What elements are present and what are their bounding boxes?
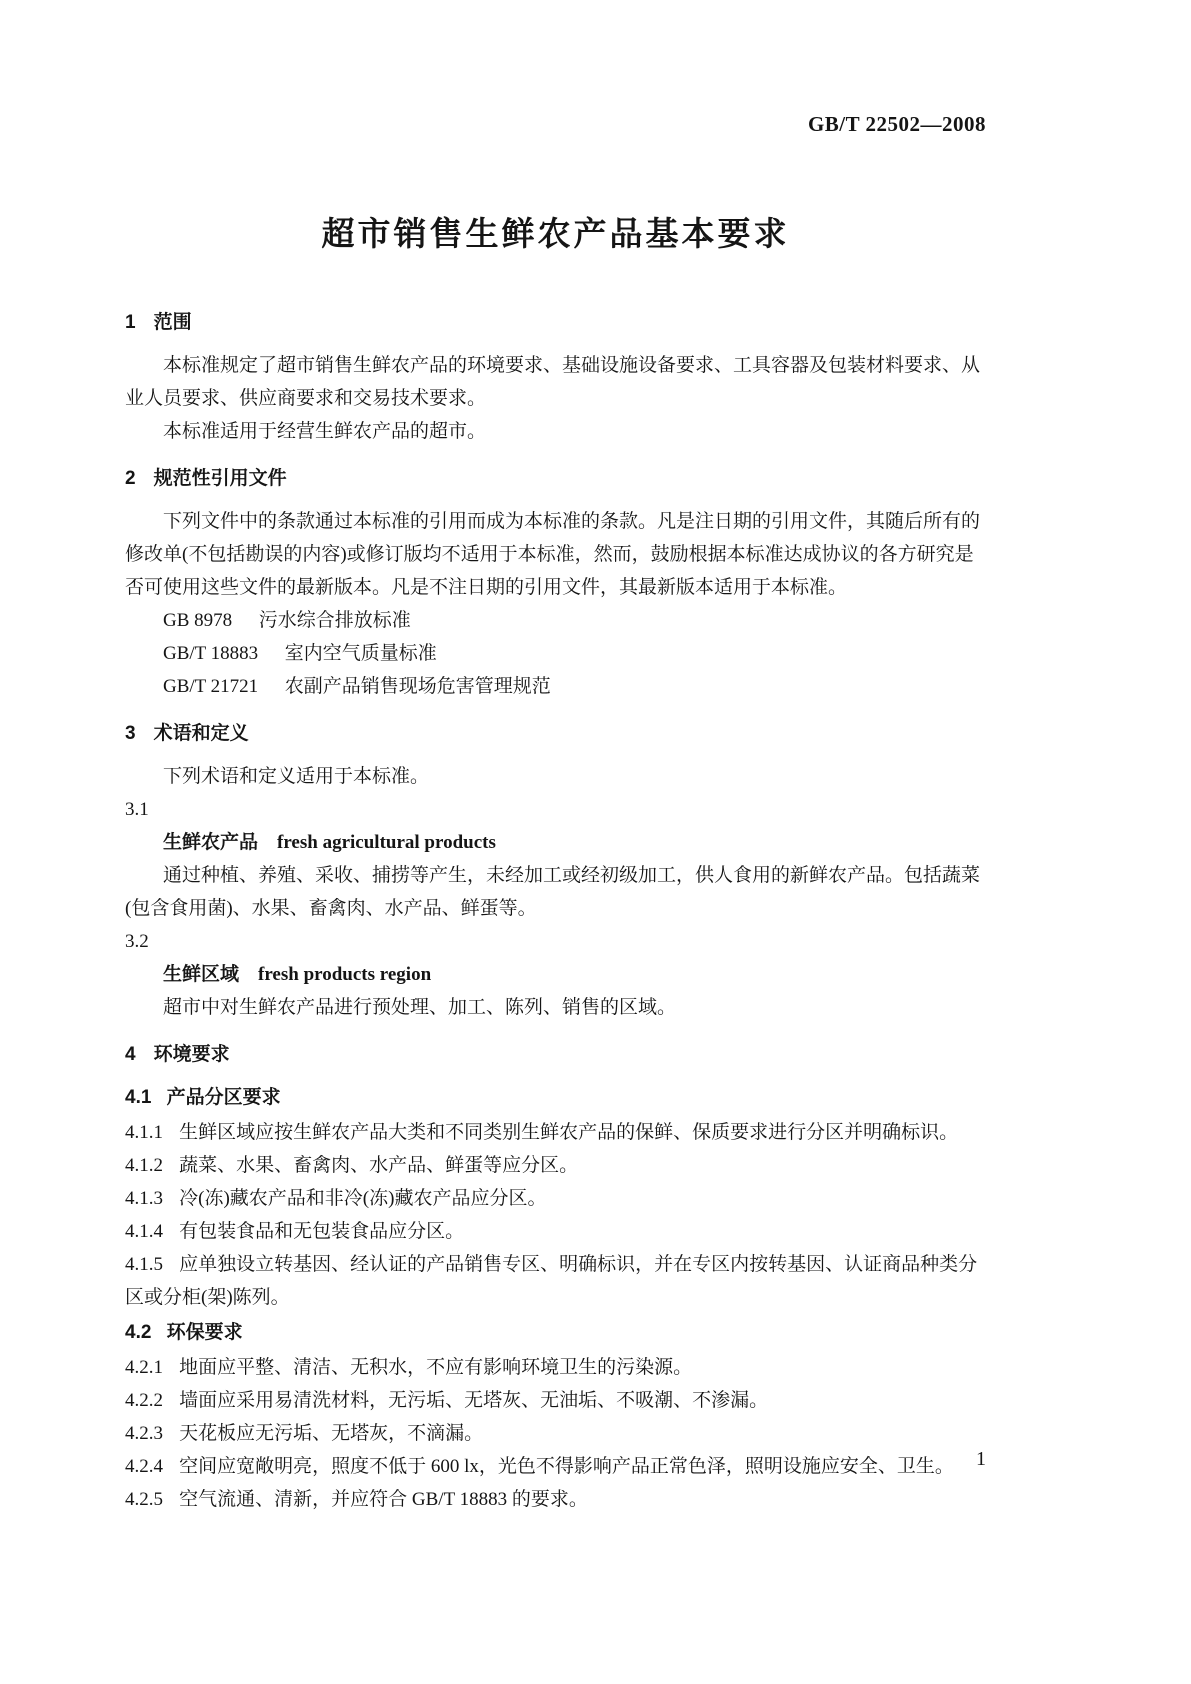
term-english: fresh agricultural products	[277, 832, 496, 853]
clause	[125, 1248, 986, 1314]
reference-title: 农副产品销售现场危害管理规范	[284, 676, 551, 697]
clause-number: 3	[125, 723, 136, 744]
clause-text: 环境要求	[153, 1044, 230, 1065]
paragraph: 下列术语和定义适用于本标准。	[163, 766, 430, 787]
clause-text: 蔬菜、水果、畜禽肉、水产品、鲜蛋等应分区。	[179, 1155, 579, 1176]
clause-text: 范围	[153, 312, 192, 333]
clause	[125, 1351, 986, 1384]
clause-number: 4.2.2	[125, 1390, 163, 1411]
reference-item	[125, 670, 986, 703]
term-number: 3.1	[125, 799, 149, 820]
clause-number: 1	[125, 312, 136, 333]
standard-number: GB/T 22502—2008	[807, 112, 986, 136]
clause-text: 规范性引用文件	[153, 468, 287, 489]
clause-number: 4.1.2	[125, 1155, 163, 1176]
section-heading	[125, 306, 986, 339]
reference-title: 污水综合排放标准	[258, 610, 411, 631]
clause-number: 4.2.5	[125, 1489, 163, 1510]
page-number: 1	[976, 1448, 986, 1470]
document-title: 超市销售生鲜农产品基本要求	[321, 215, 790, 252]
clause-number: 4.2	[125, 1322, 152, 1343]
reference-code: GB/T 21721	[163, 676, 259, 697]
clause-text: 术语和定义	[153, 723, 249, 744]
term-number: 3.2	[125, 931, 149, 952]
term-chinese: 生鲜区域	[163, 964, 240, 985]
clause	[125, 1384, 986, 1417]
reference-code: GB 8978	[163, 610, 233, 631]
clause-text: 冷(冻)藏农产品和非冷(冻)藏农产品应分区。	[179, 1188, 547, 1209]
clause-text: 生鲜区域应按生鲜农产品大类和不同类别生鲜农产品的保鲜、保质要求进行分区并明确标识。	[179, 1122, 959, 1143]
clause	[125, 1215, 986, 1248]
clause-number: 4	[125, 1044, 136, 1065]
clause-number: 4.1.4	[125, 1221, 163, 1242]
paragraph: 本标准规定了超市销售生鲜农产品的环境要求、基础设施设备要求、工具容器及包装材料要求、从业人员要求、供应商要求和交易技术要求。	[125, 355, 981, 409]
clause	[125, 1417, 986, 1450]
paragraph: 超市中对生鲜农产品进行预处理、加工、陈列、销售的区域。	[163, 997, 677, 1018]
clause-text: 有包装食品和无包装食品应分区。	[179, 1221, 465, 1242]
paragraph: 本标准适用于经营生鲜农产品的超市。	[163, 421, 487, 442]
reference-title: 室内空气质量标准	[284, 643, 437, 664]
clause-number: 4.2.4	[125, 1456, 163, 1477]
clause-text: 应单独设立转基因、经认证的产品销售专区、明确标识，并在专区内按转基因、认证商品种类分区或分柜(架)陈列。	[125, 1254, 978, 1308]
paragraph: 下列文件中的条款通过本标准的引用而成为本标准的条款。凡是注日期的引用文件，其随后所有的修改单(不包括勘误的内容)或修订版均不适用于本标准，然而，鼓励根据本标准达成协议的各方研究是否可使用这些文件的最新版本。凡是不注日期的引用文件，其最新版本适用于本标准。	[125, 511, 981, 598]
reference-code: GB/T 18883	[163, 643, 259, 664]
clause-text: 产品分区要求	[166, 1087, 281, 1108]
reference-item	[125, 604, 986, 637]
section-heading	[125, 1038, 986, 1071]
clause	[125, 1483, 986, 1516]
term-chinese: 生鲜农产品	[163, 832, 259, 853]
document-body	[125, 292, 986, 1516]
clause-text: 天花板应无污垢、无塔灰，不滴漏。	[179, 1423, 484, 1444]
clause-number: 4.2.3	[125, 1423, 163, 1444]
section-heading	[125, 462, 986, 495]
section-heading	[125, 717, 986, 750]
clause	[125, 1149, 986, 1182]
subsection-heading	[125, 1081, 986, 1114]
paragraph: 通过种植、养殖、采收、捕捞等产生，未经加工或经初级加工，供人食用的新鲜农产品。包括蔬菜(包含食用菌)、水果、畜禽肉、水产品、鲜蛋等。	[125, 865, 981, 919]
term-english: fresh products region	[258, 964, 432, 985]
clause-number: 4.1.1	[125, 1122, 163, 1143]
clause-text: 地面应平整、清洁、无积水，不应有影响环境卫生的污染源。	[179, 1357, 693, 1378]
reference-item	[125, 637, 986, 670]
term-heading	[125, 826, 986, 859]
term-heading	[125, 958, 986, 991]
subsection-heading	[125, 1316, 986, 1349]
clause-number: 4.1	[125, 1087, 152, 1108]
clause-number: 4.1.5	[125, 1254, 163, 1275]
clause-text: 环保要求	[166, 1322, 243, 1343]
clause-number: 4.1.3	[125, 1188, 163, 1209]
clause-number: 4.2.1	[125, 1357, 163, 1378]
clause-text: 空间应宽敞明亮，照度不低于 600 lx，光色不得影响产品正常色泽，照明设施应安全、卫生。	[179, 1456, 954, 1477]
clause	[125, 1116, 986, 1149]
clause-text: 墙面应采用易清洗材料，无污垢、无塔灰、无油垢、不吸潮、不渗漏。	[179, 1390, 769, 1411]
clause-number: 2	[125, 468, 136, 489]
clause	[125, 1182, 986, 1215]
clause-text: 空气流通、清新，并应符合 GB/T 18883 的要求。	[179, 1489, 588, 1510]
